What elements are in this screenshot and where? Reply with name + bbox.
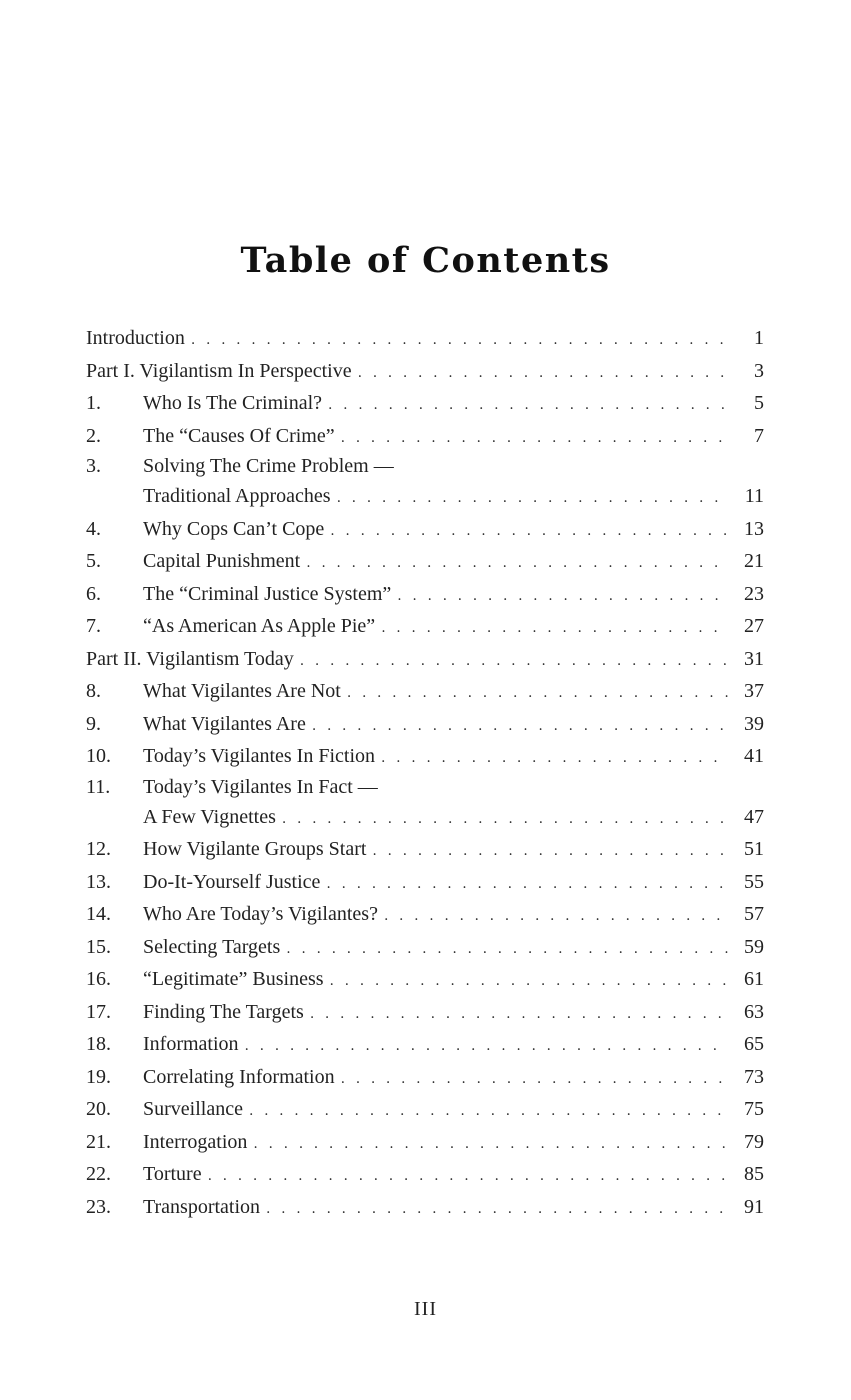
toc-entry-title: “As American As Apple Pie” [143, 615, 376, 637]
toc-entry [86, 1126, 764, 1159]
toc-entry [86, 996, 764, 1029]
dot-leader [330, 965, 728, 998]
toc-entry-page-number: 63 [744, 1000, 764, 1023]
toc-entry-title: Transportation [143, 1195, 261, 1218]
dot-leader [381, 612, 728, 645]
toc-entry-title: Today’s Vigilantes In Fact — [143, 775, 378, 798]
toc-entry-number: 15. [86, 935, 111, 958]
dot-leader [347, 677, 728, 710]
toc-entry-number: 14. [86, 903, 111, 925]
toc-entry-title: Capital Punishment [143, 550, 301, 572]
toc-entry-number: 13. [86, 870, 111, 893]
toc-entry-page-number: 59 [744, 935, 764, 958]
toc-entry-continuation [86, 801, 764, 834]
toc-entry-title: Who Are Today’s Vigilantes? [143, 903, 378, 925]
toc-entry-number: 3. [86, 455, 101, 477]
dot-leader [245, 1030, 728, 1063]
dot-leader [249, 1095, 728, 1128]
toc-entry-title: Do-It-Yourself Justice [143, 870, 321, 893]
dot-leader [372, 835, 728, 868]
toc-entry-page-number: 39 [744, 712, 764, 735]
toc-entry-title: What Vigilantes Are [143, 712, 306, 735]
dot-leader [306, 547, 728, 580]
toc-entry [86, 643, 764, 676]
toc-section-title: Part I. Vigilantism In Perspective [86, 359, 352, 382]
toc-entry-page-number: 13 [744, 517, 764, 540]
toc-entry [86, 675, 764, 708]
toc-entry [86, 963, 764, 996]
dot-leader [381, 742, 728, 775]
toc-entry-page-number: 73 [744, 1065, 764, 1088]
dot-leader [358, 357, 728, 390]
toc-entry-number: 18. [86, 1033, 111, 1055]
toc-entry-continuation [86, 480, 764, 513]
toc-section-title: Introduction [86, 327, 185, 349]
dot-leader [300, 645, 728, 678]
toc-entry-page-number: 21 [744, 550, 764, 572]
toc-entry-number: 1. [86, 392, 101, 414]
dot-leader [330, 515, 728, 548]
toc-entry [86, 1093, 764, 1126]
toc-entry-page-number: 91 [744, 1195, 764, 1218]
toc-entry-title: How Vigilante Groups Start [143, 838, 367, 860]
toc-entry-title: Why Cops Can’t Cope [143, 517, 325, 540]
toc-entry-title: The “Causes Of Crime” [143, 424, 335, 447]
toc-entry-page-number: 31 [744, 647, 764, 670]
toc-entry-title: Torture [143, 1163, 202, 1185]
toc-entry-page-number: 5 [754, 392, 764, 414]
dot-leader [266, 1193, 728, 1226]
dot-leader [341, 1063, 728, 1096]
toc-entry-title: Information [143, 1033, 239, 1055]
dot-leader [253, 1128, 728, 1161]
toc-entry-title: Today’s Vigilantes In Fiction [143, 745, 376, 767]
dot-leader [328, 389, 728, 422]
toc-entry-number: 2. [86, 424, 101, 447]
toc-entry-page-number: 55 [744, 870, 764, 893]
dot-leader [310, 998, 728, 1031]
dot-leader [326, 868, 728, 901]
toc-entry [86, 1191, 764, 1224]
toc-entry [86, 1028, 764, 1061]
toc-entry-title: Selecting Targets [143, 935, 281, 958]
toc-entry-title-continued: Traditional Approaches [143, 485, 331, 507]
toc-entry-title: The “Criminal Justice System” [143, 582, 392, 605]
toc-entry-page-number: 7 [754, 424, 764, 447]
toc-entry-number: 11. [86, 775, 111, 798]
toc-entry-title: Interrogation [143, 1130, 248, 1153]
toc-entry-number: 9. [86, 712, 101, 735]
toc-entry-page-number: 37 [744, 680, 764, 702]
toc-entry-page-number: 79 [744, 1130, 764, 1153]
toc-entry-page-number: 27 [744, 615, 764, 637]
toc-entry-number: 7. [86, 615, 101, 637]
page-title: Table of Contents [240, 240, 611, 281]
toc-entry-page-number: 75 [744, 1098, 764, 1120]
toc-entry [86, 931, 764, 964]
dot-leader [286, 933, 728, 966]
dot-leader [397, 580, 728, 613]
toc-entry-title: What Vigilantes Are Not [143, 680, 341, 702]
toc-entry-title: Correlating Information [143, 1065, 335, 1088]
toc-entry-page-number: 65 [744, 1033, 764, 1055]
toc-entry-page-number: 23 [744, 582, 764, 605]
toc-entry-number: 4. [86, 517, 101, 540]
dot-leader [312, 710, 728, 743]
toc-section-title: Part II. Vigilantism Today [86, 647, 294, 670]
toc-entry [86, 355, 764, 388]
toc-entry [86, 866, 764, 899]
toc-entry-number: 12. [86, 838, 111, 860]
toc-entry [86, 1158, 764, 1191]
toc-entry [86, 773, 764, 801]
toc-entry [86, 322, 764, 355]
toc-entry-page-number: 47 [744, 805, 764, 828]
toc-entry-number: 6. [86, 582, 101, 605]
toc-entry [86, 545, 764, 578]
toc-entry-page-number: 41 [744, 745, 764, 767]
toc-entry-title: Finding The Targets [143, 1000, 304, 1023]
toc-entry [86, 833, 764, 866]
toc-entry-page-number: 61 [744, 968, 764, 990]
toc-entry-number: 8. [86, 680, 101, 702]
toc-entry-title: “Legitimate” Business [143, 968, 324, 990]
toc-entry [86, 387, 764, 420]
toc-entry-page-number: 11 [744, 485, 764, 507]
toc-entry-number: 17. [86, 1000, 111, 1023]
toc-entry-title-continued: A Few Vignettes [143, 805, 276, 828]
dot-leader [341, 422, 728, 455]
toc-entry-number: 5. [86, 550, 101, 572]
toc-entry [86, 898, 764, 931]
toc-entry-number: 22. [86, 1163, 111, 1185]
dot-leader [384, 900, 728, 933]
page-folio: III [414, 1298, 437, 1320]
toc-entry [86, 513, 764, 546]
toc-entry-page-number: 57 [744, 903, 764, 925]
table-of-contents [86, 322, 764, 1223]
toc-entry [86, 452, 764, 480]
toc-entry-page-number: 85 [744, 1163, 764, 1185]
toc-entry-number: 10. [86, 745, 111, 767]
toc-entry-title: Solving The Crime Problem — [143, 455, 394, 477]
toc-entry-page-number: 51 [744, 838, 764, 860]
toc-entry [86, 708, 764, 741]
toc-entry-title: Who Is The Criminal? [143, 392, 323, 414]
toc-entry [86, 610, 764, 643]
toc-entry-number: 20. [86, 1098, 111, 1120]
toc-entry [86, 1061, 764, 1094]
dot-leader [208, 1160, 728, 1193]
toc-entry [86, 740, 764, 773]
toc-entry-number: 23. [86, 1195, 111, 1218]
dot-leader [282, 803, 728, 836]
toc-entry [86, 420, 764, 453]
toc-entry-number: 16. [86, 968, 111, 990]
dot-leader [337, 482, 728, 515]
toc-entry-number: 21. [86, 1130, 111, 1153]
toc-entry [86, 578, 764, 611]
toc-entry-title: Surveillance [143, 1098, 243, 1120]
toc-entry-page-number: 3 [754, 359, 764, 382]
toc-entry-page-number: 1 [754, 327, 764, 349]
toc-entry-number: 19. [86, 1065, 111, 1088]
dot-leader [191, 324, 728, 357]
